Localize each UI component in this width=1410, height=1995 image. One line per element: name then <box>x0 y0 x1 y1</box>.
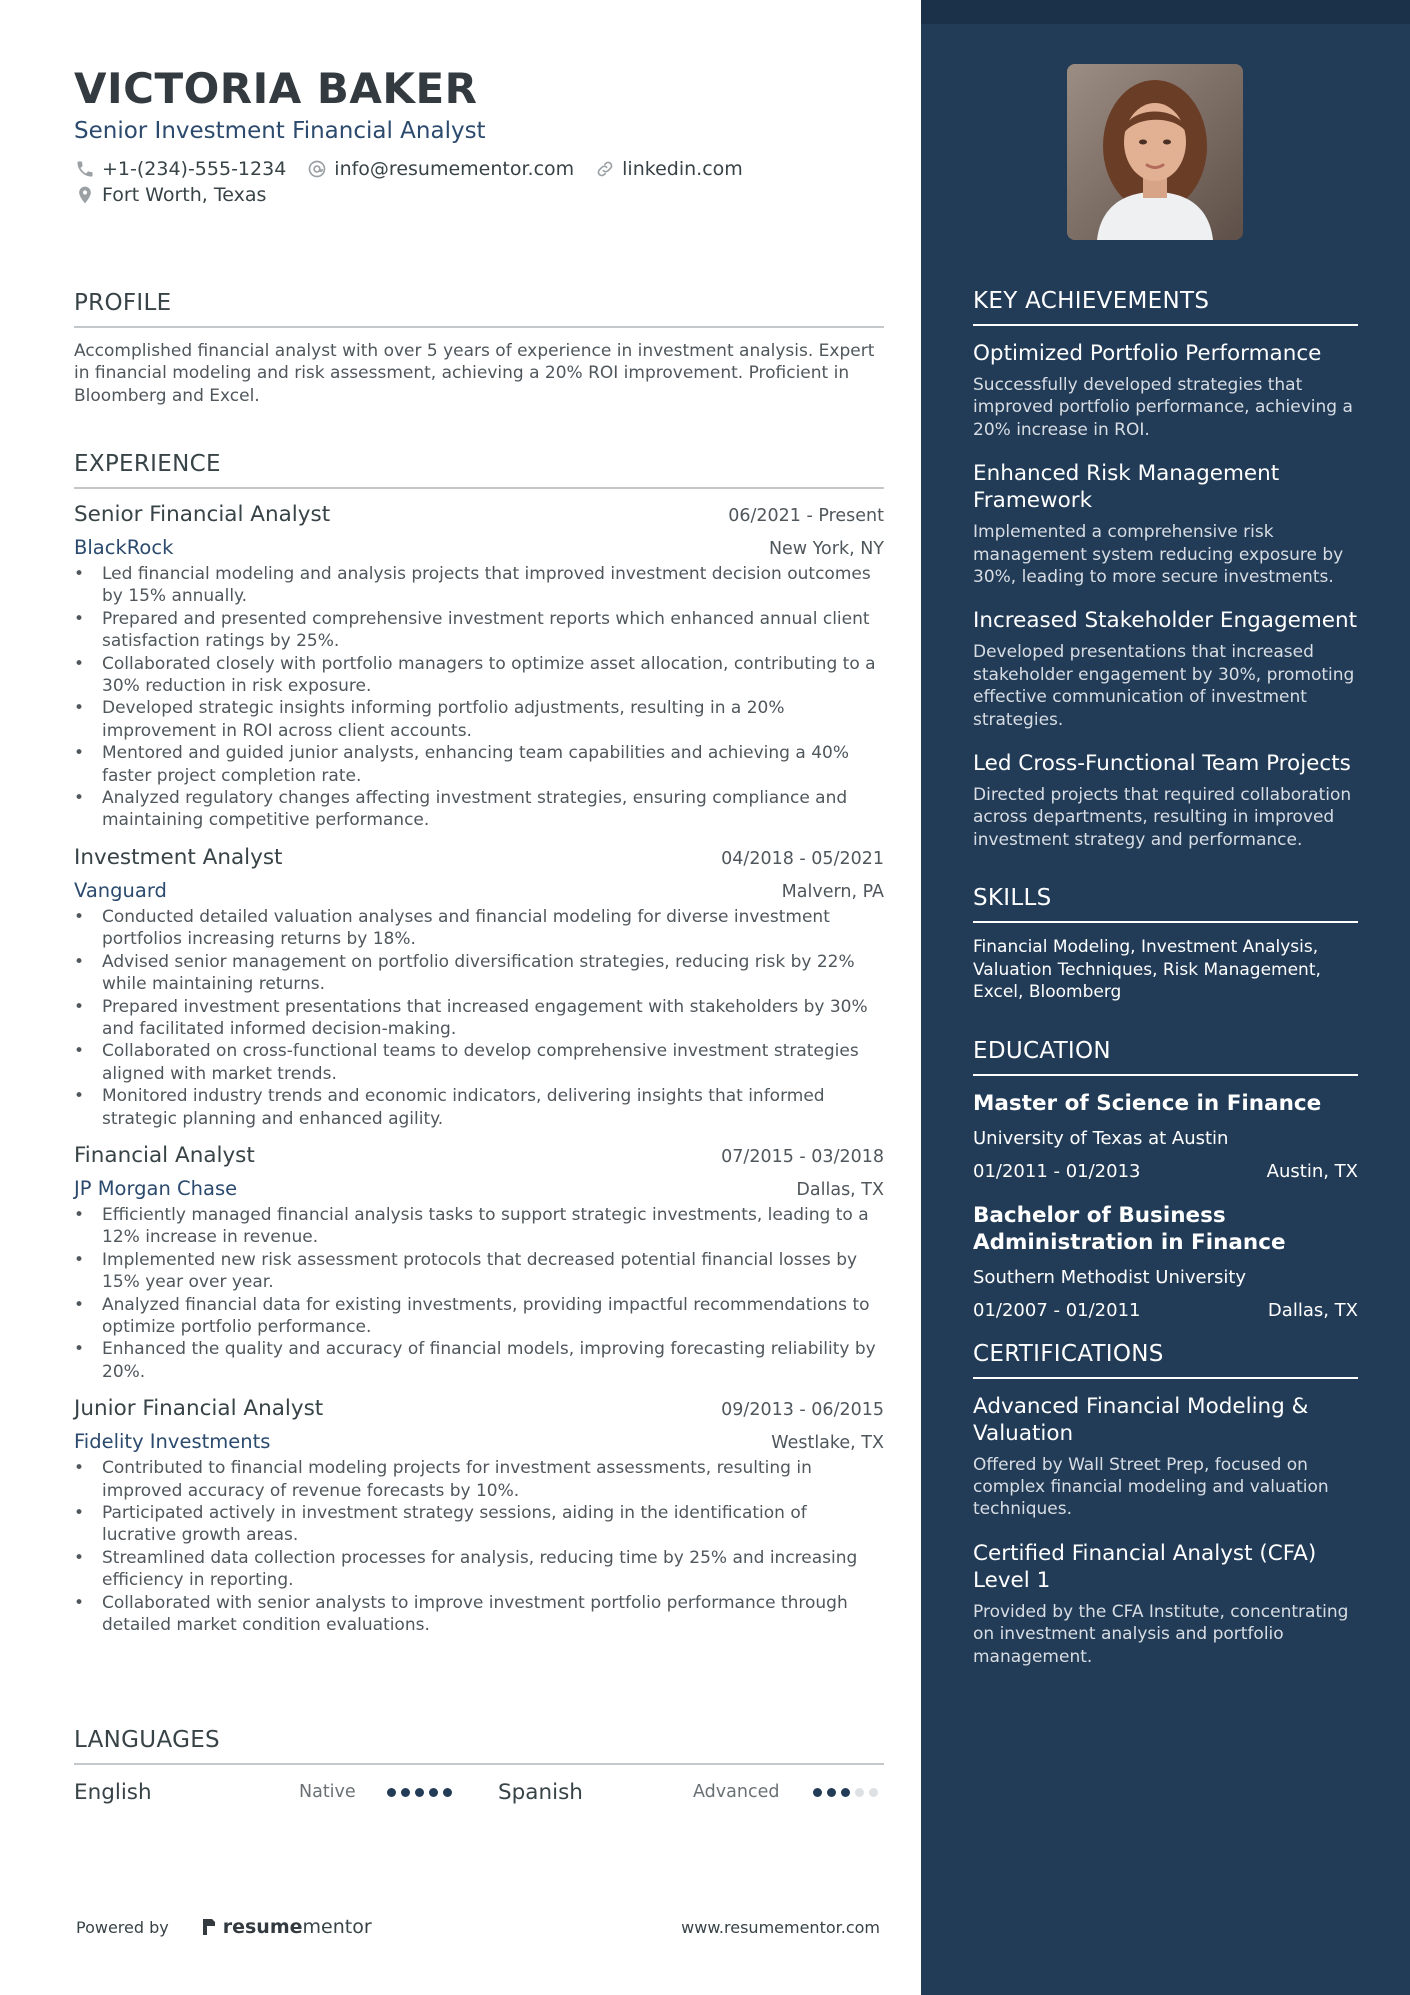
education-school: Southern Methodist University <box>973 1266 1247 1288</box>
bullet-item: • Prepared investment presentations that increased engagement with stakeholders by 30% and facilitated informed decision-making. <box>74 996 884 1041</box>
bullet-item: • Analyzed financial data for existing investments, providing impactful recommendations to optimize portfolio performance. <box>74 1294 884 1339</box>
location-text: Fort Worth, Texas <box>102 184 267 206</box>
job-bullets <box>74 1204 884 1383</box>
job-entry <box>74 1143 884 1383</box>
achievement-desc: Implemented a comprehensive risk management system reducing exposure by 30%, leading to more secure investments. <box>973 522 1344 588</box>
profile-section <box>74 290 884 407</box>
at-icon <box>306 158 328 180</box>
bullet-item: • Participated actively in investment strategy sessions, aiding in the identification of lucrative growth areas. <box>74 1502 884 1547</box>
rating-dot-filled <box>401 1788 410 1797</box>
certification-desc: Provided by the CFA Institute, concentrating on investment analysis and portfolio management. <box>973 1601 1349 1667</box>
bullet-item: • Monitored industry trends and economic indicators, delivering insights that informed strategic planning and enhanced agility. <box>74 1085 884 1130</box>
language-rating <box>387 1788 457 1797</box>
education-location: Dallas, TX <box>1267 1299 1358 1321</box>
achievement-title: Optimized Portfolio Performance <box>973 341 1322 366</box>
achievement-desc: Developed presentations that increased stakeholder engagement by 30%, promoting effective communication of investment strategies. <box>973 642 1355 730</box>
bullet-item: • Prepared and presented comprehensive investment reports which enhanced annual client satisfaction ratings by 25%. <box>74 608 884 653</box>
certification-item <box>973 1393 1358 1521</box>
job-company: Fidelity Investments <box>74 1430 271 1454</box>
powered-by <box>76 1916 372 1938</box>
bullet-item: • Collaborated closely with portfolio managers to optimize asset allocation, contributing to a 30% reduction in risk exposure. <box>74 653 884 698</box>
language-level: Advanced <box>693 1782 780 1802</box>
skills-text: Financial Modeling, Investment Analysis, Valuation Techniques, Risk Management, Excel, Bloomberg <box>973 937 1321 1003</box>
job-location: New York, NY <box>768 539 884 559</box>
phone-icon <box>74 158 96 180</box>
sidebar-content <box>973 288 1358 1702</box>
achievement-title: Enhanced Risk Management Framework <box>973 461 1280 514</box>
contact-row-2 <box>74 184 884 206</box>
resumementor-logo-icon <box>199 1917 219 1937</box>
language-name: English <box>74 1779 152 1805</box>
education-section <box>973 1038 1358 1321</box>
education-school: University of Texas at Austin <box>973 1127 1229 1149</box>
achievement-item <box>973 460 1358 588</box>
language-item <box>74 1780 498 1805</box>
job-location: Dallas, TX <box>796 1179 884 1200</box>
education-heading: EDUCATION <box>973 1038 1358 1076</box>
language-level: Native <box>299 1782 356 1802</box>
brand-logo[interactable] <box>199 1916 372 1938</box>
education-dates: 01/2011 - 01/2013 <box>973 1160 1141 1182</box>
job-role: Investment Analyst <box>74 844 283 870</box>
linkedin-text: linkedin.com <box>622 158 743 180</box>
job-bullets <box>74 1457 884 1636</box>
powered-by-text: Powered by <box>76 1917 169 1937</box>
rating-dot-filled <box>443 1788 452 1797</box>
footer-website[interactable]: www.resumementor.com <box>681 1917 880 1937</box>
skills-section <box>973 885 1358 1003</box>
certifications-section <box>973 1341 1358 1668</box>
candidate-name: VICTORIA BAKER <box>74 64 478 113</box>
rating-dot-filled <box>387 1788 396 1797</box>
job-location: Westlake, TX <box>771 1433 884 1454</box>
brand-bold: resume <box>222 1916 303 1938</box>
skills-heading: SKILLS <box>973 885 1358 923</box>
certification-title: Advanced Financial Modeling & Valuation <box>973 1393 1309 1446</box>
languages-heading: LANGUAGES <box>74 1727 884 1765</box>
certification-title: Certified Financial Analyst (CFA) Level 1 <box>973 1540 1317 1593</box>
job-role: Financial Analyst <box>74 1142 255 1168</box>
resume-header <box>74 62 884 206</box>
contact-phone[interactable] <box>74 158 286 180</box>
bullet-item: • Led financial modeling and analysis projects that improved investment decision outcomes by 15% annually. <box>74 563 884 608</box>
language-name: Spanish <box>498 1779 583 1805</box>
rating-dot-filled <box>841 1788 850 1797</box>
rating-dot-empty <box>869 1788 878 1797</box>
job-entry <box>74 1396 884 1636</box>
job-dates: 04/2018 - 05/2021 <box>721 848 884 869</box>
job-role: Senior Financial Analyst <box>74 502 331 527</box>
bullet-item: • Mentored and guided junior analysts, enhancing team capabilities and achieving a 40% faster project completion rate. <box>74 742 884 787</box>
bullet-item: • Implemented new risk assessment protocols that decreased potential financial losses by 15% year over year. <box>74 1249 884 1294</box>
certification-desc: Offered by Wall Street Prep, focused on complex financial modeling and valuation techniques. <box>973 1454 1329 1520</box>
job-bullets <box>74 906 884 1130</box>
job-dates: 09/2013 - 06/2015 <box>721 1400 884 1421</box>
language-rating <box>813 1788 883 1797</box>
profile-heading: PROFILE <box>74 290 884 328</box>
bullet-item: • Analyzed regulatory changes affecting investment strategies, ensuring compliance and maintaining competitive performance. <box>74 787 884 832</box>
job-entry <box>74 845 884 1130</box>
job-location: Malvern, PA <box>781 881 884 902</box>
rating-dot-filled <box>415 1788 424 1797</box>
languages-row <box>74 1777 884 1807</box>
sidebar-top-bar <box>921 0 1410 24</box>
job-company: Vanguard <box>74 878 167 902</box>
bullet-item: • Enhanced the quality and accuracy of financial models, improving forecasting reliability by 20%. <box>74 1338 884 1383</box>
rating-dot-filled <box>813 1788 822 1797</box>
sidebar <box>921 0 1410 1995</box>
education-item <box>973 1202 1358 1321</box>
achievements-heading: KEY ACHIEVEMENTS <box>973 288 1358 326</box>
languages-section <box>74 1727 884 1807</box>
location-pin-icon <box>74 184 96 206</box>
achievement-item <box>973 340 1358 441</box>
profile-photo <box>1067 64 1243 240</box>
profile-text: Accomplished financial analyst with over 5 years of experience in investment analysis. Expert in financial modeling and risk assessment, achieving a 20% ROI improvement. Proficient in Bloomberg and Excel. <box>74 341 875 406</box>
bullet-item: • Streamlined data collection processes for analysis, reducing time by 25% and increasing efficiency in reporting. <box>74 1547 884 1592</box>
bullet-item: • Efficiently managed financial analysis tasks to support strategic investments, leading to a 12% increase in revenue. <box>74 1204 884 1249</box>
achievement-desc: Successfully developed strategies that improved portfolio performance, achieving a 20% increase in ROI. <box>973 375 1353 440</box>
education-degree: Bachelor of Business Administration in Finance <box>973 1202 1286 1255</box>
brand-light: mentor <box>302 1916 372 1938</box>
education-dates: 01/2007 - 01/2011 <box>973 1299 1141 1321</box>
achievement-title: Led Cross-Functional Team Projects <box>973 751 1351 777</box>
contact-location <box>74 184 266 206</box>
language-item <box>498 1780 884 1805</box>
footer <box>76 1916 880 1938</box>
rating-dot-empty <box>855 1788 864 1797</box>
email-text: info@resumementor.com <box>334 158 575 180</box>
contact-linkedin[interactable] <box>594 158 743 180</box>
contact-email[interactable] <box>306 158 574 180</box>
bullet-item: • Collaborated with senior analysts to improve investment portfolio performance through detailed market condition evaluations. <box>74 1592 884 1637</box>
bullet-item: • Contributed to financial modeling projects for investment assessments, resulting in improved accuracy of revenue forecasts by 10%. <box>74 1457 884 1502</box>
bullet-item: • Developed strategic insights informing portfolio adjustments, resulting in a 20% improvement in ROI across client accounts. <box>74 697 884 742</box>
education-item <box>973 1090 1358 1182</box>
certification-item <box>973 1540 1358 1668</box>
job-company: JP Morgan Chase <box>74 1176 238 1200</box>
bullet-item: • Advised senior management on portfolio diversification strategies, reducing risk by 22% while maintaining returns. <box>74 951 884 996</box>
job-dates: 07/2015 - 03/2018 <box>721 1146 884 1167</box>
rating-dot-filled <box>429 1788 438 1797</box>
achievement-desc: Directed projects that required collaboration across departments, resulting in improved investment strategy and performance. <box>973 785 1352 850</box>
job-entry <box>74 502 884 832</box>
achievement-item <box>973 607 1358 731</box>
experience-section <box>74 451 884 1636</box>
certifications-heading: CERTIFICATIONS <box>973 1341 1358 1379</box>
job-dates: 06/2021 - Present <box>728 506 884 526</box>
phone-text: +1-(234)-555-1234 <box>102 158 287 180</box>
education-degree: Master of Science in Finance <box>973 1090 1322 1116</box>
job-role: Junior Financial Analyst <box>74 1396 324 1422</box>
portrait-image <box>1067 64 1243 240</box>
contact-row <box>74 158 884 180</box>
achievement-item <box>973 750 1358 851</box>
achievement-title: Increased Stakeholder Engagement <box>973 608 1358 634</box>
bullet-item: • Conducted detailed valuation analyses and financial modeling for diverse investment portfolios increasing returns by 18%. <box>74 906 884 951</box>
education-location: Austin, TX <box>1266 1160 1358 1182</box>
candidate-title: Senior Investment Financial Analyst <box>74 118 486 144</box>
bullet-item: • Collaborated on cross-functional teams to develop comprehensive investment strategies aligned with market trends. <box>74 1040 884 1085</box>
achievements-section <box>973 288 1358 851</box>
link-icon <box>594 158 616 180</box>
job-company: BlackRock <box>74 536 174 559</box>
rating-dot-filled <box>827 1788 836 1797</box>
job-bullets <box>74 563 884 832</box>
experience-heading: EXPERIENCE <box>74 451 884 489</box>
